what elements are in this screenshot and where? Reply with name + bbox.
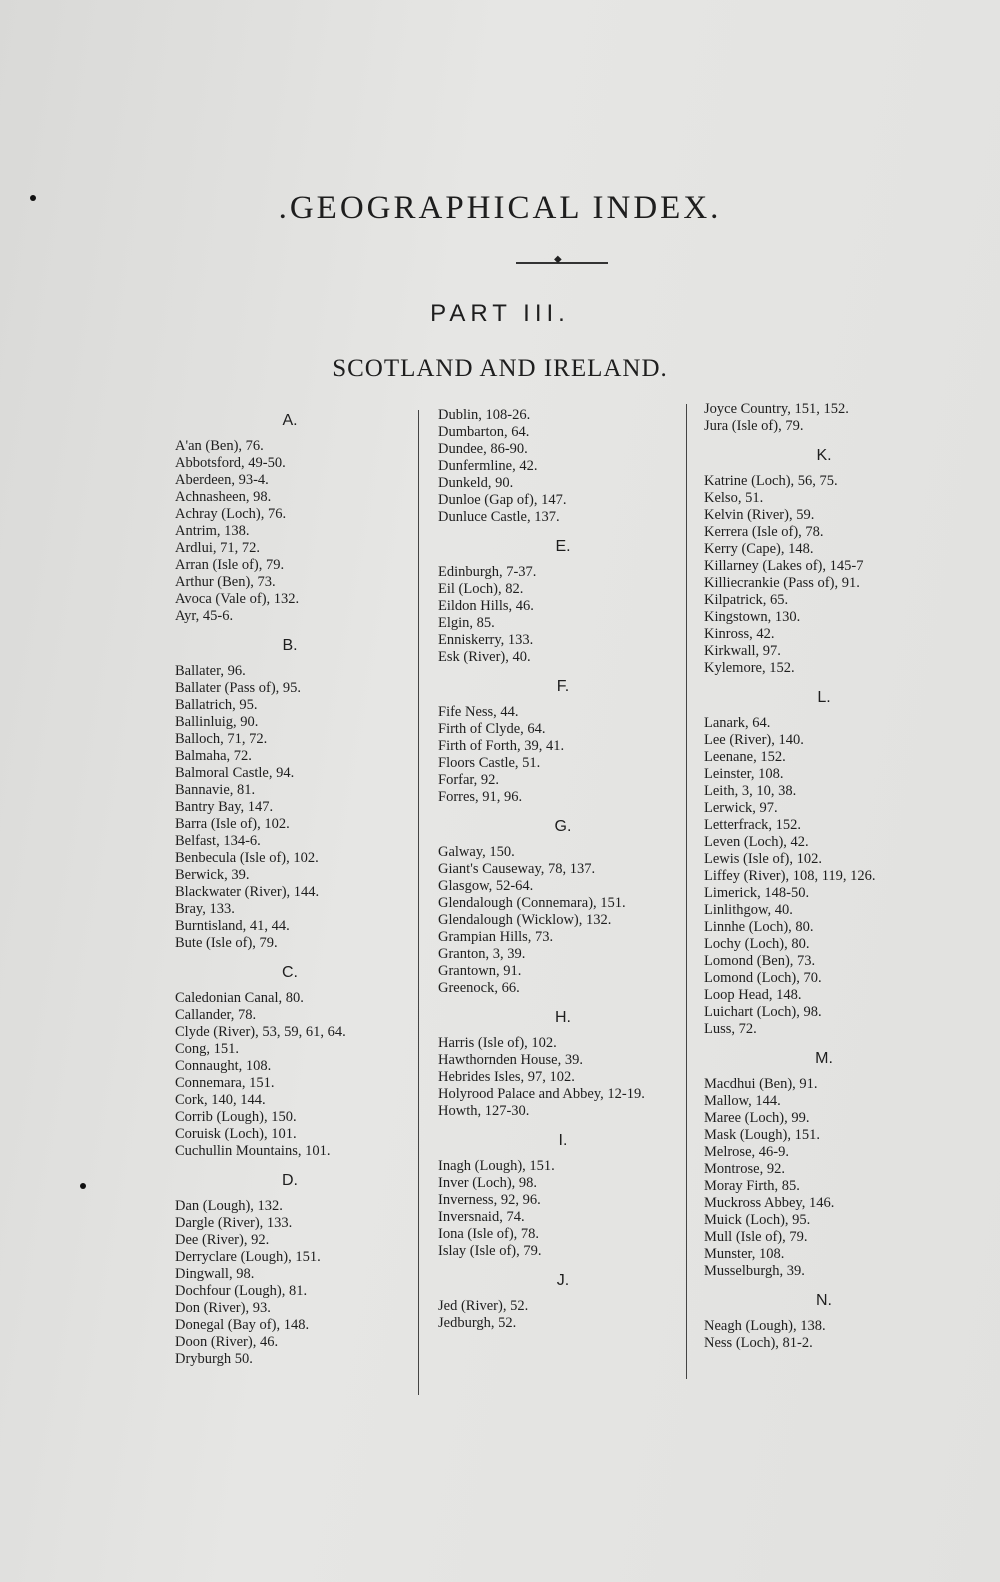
- column-divider: [418, 410, 419, 1395]
- index-entry: Katrine (Loch), 56, 75.: [704, 473, 838, 489]
- index-entry: Musselburgh, 39.: [704, 1263, 805, 1279]
- index-entry: Connaught, 108.: [175, 1058, 272, 1074]
- index-entry: Benbecula (Isle of), 102.: [175, 850, 319, 866]
- index-entry: Galway, 150.: [438, 844, 515, 860]
- index-entry: Blackwater (River), 144.: [175, 884, 320, 900]
- index-entry: Enniskerry, 133.: [438, 632, 534, 648]
- index-entry: Arran (Isle of), 79.: [175, 557, 285, 573]
- index-entry: Forfar, 92.: [438, 772, 500, 788]
- index-entry: Hawthornden House, 39.: [438, 1052, 583, 1068]
- index-entry: Glasgow, 52-64.: [438, 878, 534, 894]
- index-entry: Fife Ness, 44.: [438, 704, 519, 720]
- index-entry: Lee (River), 140.: [704, 732, 804, 748]
- index-entry: Elgin, 85.: [438, 615, 495, 631]
- index-entry: Linlithgow, 40.: [704, 902, 793, 918]
- index-entry: Kerry (Cape), 148.: [704, 541, 814, 557]
- index-entry: Maree (Loch), 99.: [704, 1110, 810, 1126]
- column-divider: [686, 404, 687, 1379]
- index-entry: Lerwick, 97.: [704, 800, 778, 816]
- index-entry: Kilpatrick, 65.: [704, 592, 789, 608]
- index-entry: Letterfrack, 152.: [704, 817, 802, 833]
- title-ornament: [516, 262, 608, 264]
- index-entry: Ballinluig, 90.: [175, 714, 259, 730]
- index-entry: Connemara, 151.: [175, 1075, 275, 1091]
- index-entry: Giant's Causeway, 78, 137.: [438, 861, 596, 877]
- index-entry: Callander, 78.: [175, 1007, 257, 1023]
- section-letter: E.: [555, 538, 571, 555]
- index-entry: Howth, 127-30.: [438, 1103, 530, 1119]
- index-column-2: [438, 407, 688, 1332]
- index-entry: Dryburgh 50.: [175, 1351, 253, 1367]
- index-entry: Lochy (Loch), 80.: [704, 936, 810, 952]
- index-entry: Grampian Hills, 73.: [438, 929, 554, 945]
- index-entry: Bray, 133.: [175, 901, 235, 917]
- index-entry: Jedburgh, 52.: [438, 1315, 517, 1331]
- index-entry: Kirkwall, 97.: [704, 643, 781, 659]
- index-entry: Dunkeld, 90.: [438, 475, 514, 491]
- index-entry: Harris (Isle of), 102.: [438, 1035, 557, 1051]
- index-entry: Macdhui (Ben), 91.: [704, 1076, 818, 1092]
- index-entry: Belfast, 134-6.: [175, 833, 261, 849]
- index-entry: Lomond (Ben), 73.: [704, 953, 816, 969]
- index-entry: Barra (Isle of), 102.: [175, 816, 290, 832]
- index-entry: Dan (Lough), 132.: [175, 1198, 283, 1214]
- index-entry: Loop Head, 148.: [704, 987, 802, 1003]
- index-entry: Esk (River), 40.: [438, 649, 531, 665]
- index-entry: Glendalough (Wicklow), 132.: [438, 912, 612, 928]
- index-entry: Luss, 72.: [704, 1021, 757, 1037]
- index-entry: Dublin, 108-26.: [438, 407, 531, 423]
- index-entry: Jed (River), 52.: [438, 1298, 529, 1314]
- index-entry: Muckross Abbey, 146.: [704, 1195, 835, 1211]
- index-entry: Doon (River), 46.: [175, 1334, 279, 1350]
- index-entry: Eil (Loch), 82.: [438, 581, 524, 597]
- index-entry: Leven (Loch), 42.: [704, 834, 809, 850]
- index-entry: Moray Firth, 85.: [704, 1178, 800, 1194]
- index-entry: Ardlui, 71, 72.: [175, 540, 260, 556]
- index-entry: Ayr, 45-6.: [175, 608, 234, 624]
- index-entry: Iona (Isle of), 78.: [438, 1226, 540, 1242]
- index-entry: Muick (Loch), 95.: [704, 1212, 811, 1228]
- index-entry: Balloch, 71, 72.: [175, 731, 268, 747]
- index-entry: Limerick, 148-50.: [704, 885, 810, 901]
- index-entry: Lanark, 64.: [704, 715, 771, 731]
- index-entry: Burntisland, 41, 44.: [175, 918, 290, 934]
- index-entry: Melrose, 46-9.: [704, 1144, 789, 1160]
- section-letter: B.: [282, 637, 298, 654]
- section-letter: M.: [815, 1050, 833, 1067]
- index-entry: Jura (Isle of), 79.: [704, 418, 804, 434]
- section-letter: N.: [816, 1292, 832, 1309]
- index-entry: Montrose, 92.: [704, 1161, 785, 1177]
- index-entry: Mask (Lough), 151.: [704, 1127, 820, 1143]
- index-entry: Dargle (River), 133.: [175, 1215, 293, 1231]
- index-entry: Floors Castle, 51.: [438, 755, 541, 771]
- index-entry: Inversnaid, 74.: [438, 1209, 525, 1225]
- index-entry: Antrim, 138.: [175, 523, 250, 539]
- section-letter: I.: [558, 1132, 568, 1149]
- index-entry: Dee (River), 92.: [175, 1232, 270, 1248]
- index-entry: Islay (Isle of), 79.: [438, 1243, 542, 1259]
- index-entry: Cork, 140, 144.: [175, 1092, 266, 1108]
- index-entry: Caledonian Canal, 80.: [175, 990, 304, 1006]
- index-column-3: [704, 401, 944, 1352]
- index-entry: Ballatrich, 95.: [175, 697, 258, 713]
- index-entry: Arthur (Ben), 73.: [175, 574, 276, 590]
- index-entry: Munster, 108.: [704, 1246, 785, 1262]
- section-letter: L.: [817, 689, 831, 706]
- index-entry: A'an (Ben), 76.: [175, 438, 264, 454]
- index-entry: Edinburgh, 7-37.: [438, 564, 537, 580]
- index-entry: Inverness, 92, 96.: [438, 1192, 541, 1208]
- part-heading: PART III.: [430, 300, 570, 327]
- index-entry: Bannavie, 81.: [175, 782, 256, 798]
- index-entry: Kingstown, 130.: [704, 609, 801, 625]
- index-entry: Greenock, 66.: [438, 980, 520, 996]
- index-entry: Coruisk (Loch), 101.: [175, 1126, 297, 1142]
- index-entry: Glendalough (Connemara), 151.: [438, 895, 626, 911]
- index-entry: Neagh (Lough), 138.: [704, 1318, 826, 1334]
- index-entry: Grantown, 91.: [438, 963, 522, 979]
- section-letter: K.: [816, 447, 832, 464]
- section-letter: C.: [282, 964, 298, 981]
- index-entry: Ness (Loch), 81-2.: [704, 1335, 813, 1351]
- index-entry: Don (River), 93.: [175, 1300, 271, 1316]
- index-entry: Mull (Isle of), 79.: [704, 1229, 808, 1245]
- index-column-1: [175, 410, 405, 1368]
- index-entry: Joyce Country, 151, 152.: [704, 401, 849, 417]
- index-entry: Dunluce Castle, 137.: [438, 509, 560, 525]
- index-entry: Bantry Bay, 147.: [175, 799, 274, 815]
- index-entry: Avoca (Vale of), 132.: [175, 591, 300, 607]
- index-entry: Lomond (Loch), 70.: [704, 970, 822, 986]
- index-entry: Dunloe (Gap of), 147.: [438, 492, 567, 508]
- index-entry: Leinster, 108.: [704, 766, 784, 782]
- ink-speck: [30, 195, 36, 201]
- index-entry: Eildon Hills, 46.: [438, 598, 534, 614]
- index-entry: Donegal (Bay of), 148.: [175, 1317, 310, 1333]
- index-entry: Leith, 3, 10, 38.: [704, 783, 797, 799]
- index-entry: Achnasheen, 98.: [175, 489, 272, 505]
- index-entry: Bute (Isle of), 79.: [175, 935, 278, 951]
- index-entry: Forres, 91, 96.: [438, 789, 523, 805]
- index-entry: Kerrera (Isle of), 78.: [704, 524, 824, 540]
- index-entry: Berwick, 39.: [175, 867, 250, 883]
- index-entry: Firth of Clyde, 64.: [438, 721, 546, 737]
- section-letter: J.: [556, 1272, 570, 1289]
- ink-speck: [80, 1183, 86, 1189]
- index-entry: Dochfour (Lough), 81.: [175, 1283, 308, 1299]
- index-entry: Linnhe (Loch), 80.: [704, 919, 814, 935]
- index-entry: Luichart (Loch), 98.: [704, 1004, 822, 1020]
- index-entry: Inagh (Lough), 151.: [438, 1158, 555, 1174]
- index-entry: Lewis (Isle of), 102.: [704, 851, 822, 867]
- index-entry: Aberdeen, 93-4.: [175, 472, 269, 488]
- index-entry: Kinross, 42.: [704, 626, 775, 642]
- page-title: .GEOGRAPHICAL INDEX.: [278, 190, 722, 226]
- index-entry: Ballater (Pass of), 95.: [175, 680, 302, 696]
- index-entry: Achray (Loch), 76.: [175, 506, 287, 522]
- index-entry: Corrib (Lough), 150.: [175, 1109, 297, 1125]
- index-entry: Balmoral Castle, 94.: [175, 765, 295, 781]
- index-entry: Clyde (River), 53, 59, 61, 64.: [175, 1024, 346, 1040]
- index-entry: Derryclare (Lough), 151.: [175, 1249, 321, 1265]
- index-entry: Kylemore, 152.: [704, 660, 795, 676]
- index-entry: Mallow, 144.: [704, 1093, 781, 1109]
- index-entry: Dingwall, 98.: [175, 1266, 255, 1282]
- index-entry: Dumbarton, 64.: [438, 424, 530, 440]
- section-letter: G.: [554, 818, 572, 835]
- index-entry: Kelso, 51.: [704, 490, 764, 506]
- section-subtitle: SCOTLAND AND IRELAND.: [332, 355, 668, 382]
- index-entry: Dunfermline, 42.: [438, 458, 538, 474]
- index-entry: Cuchullin Mountains, 101.: [175, 1143, 331, 1159]
- index-entry: Kelvin (River), 59.: [704, 507, 815, 523]
- index-entry: Granton, 3, 39.: [438, 946, 526, 962]
- index-entry: Hebrides Isles, 97, 102.: [438, 1069, 575, 1085]
- index-entry: Balmaha, 72.: [175, 748, 252, 764]
- index-entry: Ballater, 96.: [175, 663, 246, 679]
- index-entry: Dundee, 86-90.: [438, 441, 528, 457]
- section-letter: D.: [282, 1172, 298, 1189]
- index-entry: Killarney (Lakes of), 145-7: [704, 558, 864, 574]
- section-letter: H.: [555, 1009, 571, 1026]
- index-entry: Killiecrankie (Pass of), 91.: [704, 575, 860, 591]
- index-entry: Liffey (River), 108, 119, 126.: [704, 868, 876, 884]
- index-entry: Leenane, 152.: [704, 749, 786, 765]
- section-letter: F.: [556, 678, 570, 695]
- index-entry: Inver (Loch), 98.: [438, 1175, 538, 1191]
- index-entry: Firth of Forth, 39, 41.: [438, 738, 565, 754]
- index-entry: Holyrood Palace and Abbey, 12-19.: [438, 1086, 645, 1102]
- index-entry: Abbotsford, 49-50.: [175, 455, 286, 471]
- index-entry: Cong, 151.: [175, 1041, 240, 1057]
- section-letter: A.: [282, 412, 298, 429]
